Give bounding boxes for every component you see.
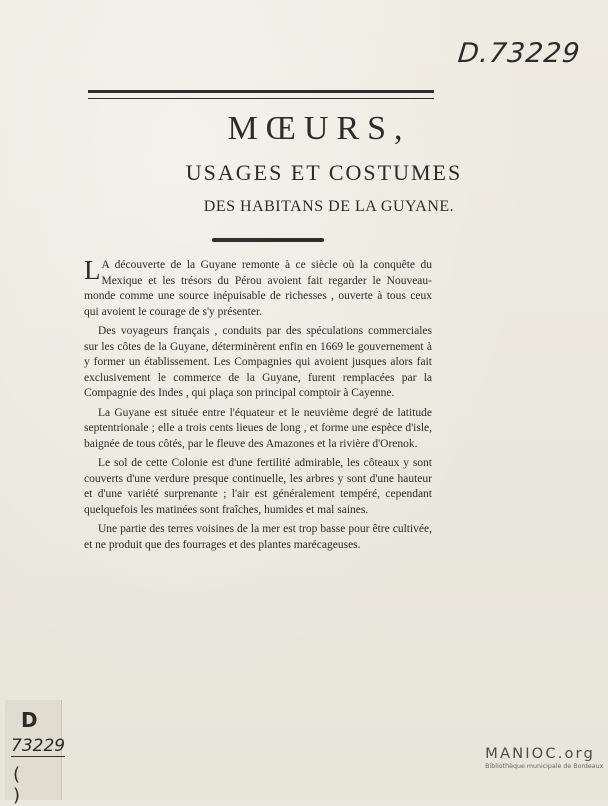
stamp-parentheses: ( )	[13, 764, 31, 806]
watermark-subtitle: Bibliothèque municipale de Bordeaux	[485, 763, 604, 770]
handwritten-shelfmark: D.73229	[456, 38, 582, 69]
document-subtitle: USAGES ET COSTUMES	[185, 160, 463, 185]
document-subtitle-secondary: DES HABITANS DE LA GUYANE.	[203, 198, 455, 215]
paragraph-5: Une partie des terres voisines de la mer est trop basse pour être cultivée, et ne produit que des fourrages et des plantes marécageuses.	[84, 523, 432, 551]
manioc-watermark	[485, 746, 603, 770]
stamp-letter: D	[21, 708, 38, 732]
title-ornament-rule	[212, 238, 324, 242]
paragraph-1	[84, 255, 432, 320]
document-title: MŒURS,	[227, 110, 411, 147]
top-rule	[88, 90, 434, 99]
paragraph-4: Le sol de cette Colonie est d'une fertilité admirable, les côteaux y sont couverts d'une verdure presque continuelle, les arbres y sont d'une hauteur et d'une variété surprenante ; l'air est généralement tempéré, cependant quelquefois les matinées sont fraîches, humides et mal saines.	[84, 457, 432, 516]
body-text	[84, 255, 432, 557]
library-stamp	[5, 700, 66, 806]
paragraph-3: La Guyane est située entre l'équateur et le neuvième degré de latitude septentrionale ; elle a trois cents lieues de long , et forme une espèce d'isle, baignée de tous côtés, par le fleuve des Amazones et la rivière d'Orenok.	[84, 406, 432, 450]
paragraph-text: A découverte de la Guyane remonte à ce siècle où la conquête du Mexique et les trésors du Pérou avoient fait regarder le Nouveau-monde comme une source inépuisable de richesses , ouverte à tous ceux qui avoient le courage de s'y présenter.	[84, 259, 432, 318]
drop-cap: L	[84, 255, 101, 285]
stamp-number: 73229	[11, 736, 66, 756]
watermark-brand: MANIOC.org	[485, 746, 595, 762]
paragraph-2: Des voyageurs français , conduits par des spéculations commerciales sur les côtes de la Guyane, déterminèrent enfin en 1669 le gouvernement à y former un établissement. Les Compagnies qui avoient jusques alors fait exclusivement le commerce de la Guyane, furent remplacées par la Compagnie des Indes , qui plaça son principal comptoir à Cayenne.	[84, 325, 432, 399]
